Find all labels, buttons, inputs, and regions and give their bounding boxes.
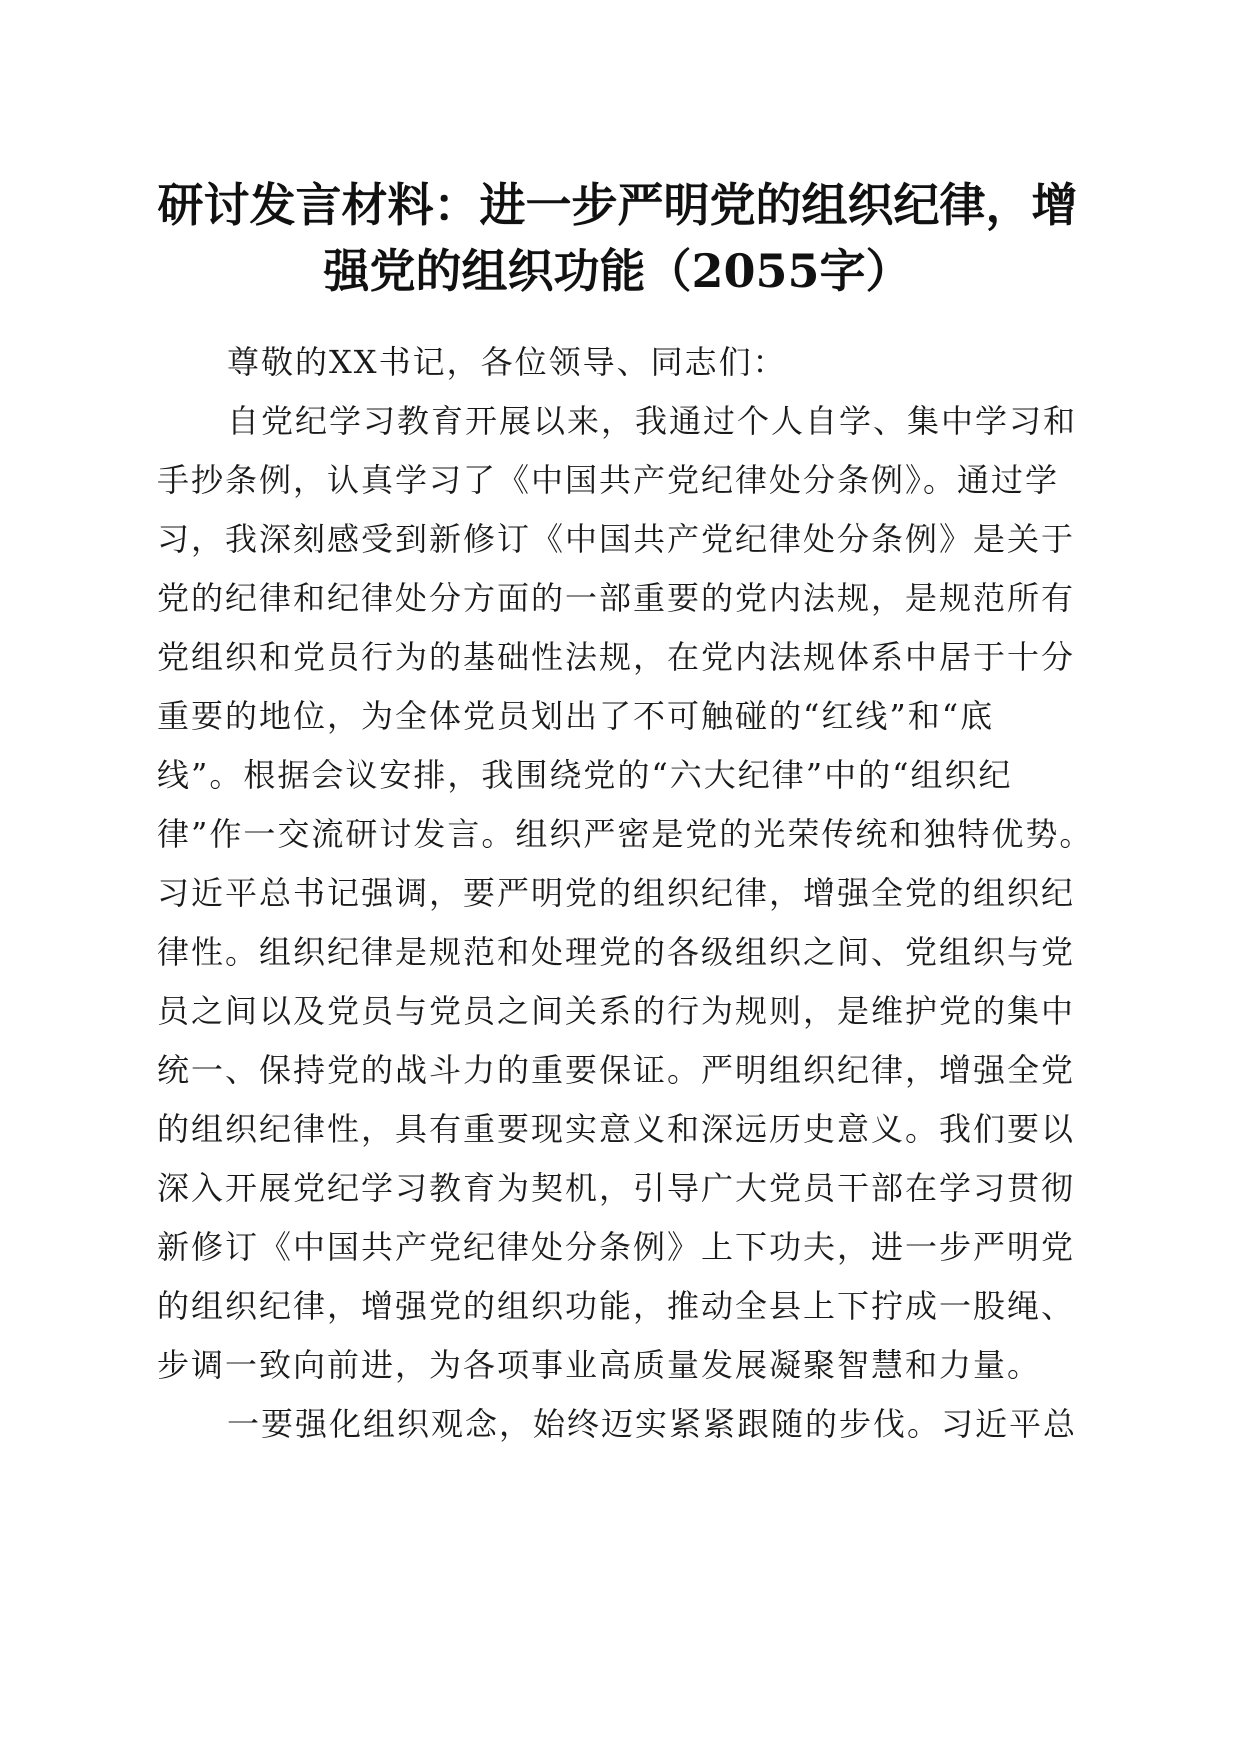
text-line: 线”。根据会议安排，我围绕党的“六大纪律”中的“组织纪	[157, 756, 1013, 794]
document-body	[157, 333, 1094, 1454]
paragraph-1	[157, 392, 1094, 1395]
text-line: 一要强化组织观念，始终迈实紧紧跟随的步伐。习近平总	[227, 1405, 1078, 1443]
text-line: 自党纪学习教育开展以来，我通过个人自学、集中学习和	[227, 402, 1078, 440]
text-line: 重要的地位，为全体党员划出了不可触碰的“红线”和“底	[157, 697, 995, 735]
text-line: 员之间以及党员与党员之间关系的行为规则，是维护党的集中	[157, 992, 1076, 1030]
title-line: 强党的组织功能（2055字）	[323, 244, 912, 298]
text-line: 党组织和党员行为的基础性法规，在党内法规体系中居于十分	[157, 638, 1076, 676]
text-line: 律”作一交流研讨发言。组织严密是党的光荣传统和独特优势。	[157, 815, 1094, 853]
text-line: 手抄条例，认真学习了《中国共产党纪律处分条例》。通过学	[157, 461, 1060, 499]
text-line: 统一、保持党的战斗力的重要保证。严明组织纪律，增强全党	[157, 1051, 1076, 1089]
text-line: 的组织纪律性，具有重要现实意义和深远历史意义。我们要以	[157, 1110, 1076, 1148]
document-title	[150, 172, 1085, 304]
salutation: 尊敬的XX书记，各位领导、同志们：	[227, 343, 787, 381]
text-line: 步调一致向前进，为各项事业高质量发展凝聚智慧和力量。	[157, 1346, 1042, 1384]
title-line: 研讨发言材料：进一步严明党的组织纪律，增	[157, 178, 1078, 232]
text-line: 的组织纪律，增强党的组织功能，推动全县上下拧成一股绳、	[157, 1287, 1076, 1325]
paragraph-2	[157, 1395, 1087, 1454]
text-line: 习，我深刻感受到新修订《中国共产党纪律处分条例》是关于	[157, 520, 1076, 558]
text-line: 党的纪律和纪律处分方面的一部重要的党内法规，是规范所有	[157, 579, 1076, 617]
text-line: 习近平总书记强调，要严明党的组织纪律，增强全党的组织纪	[157, 874, 1076, 912]
text-line: 新修订《中国共产党纪律处分条例》上下功夫，进一步严明党	[157, 1228, 1076, 1266]
text-line: 律性。组织纪律是规范和处理党的各级组织之间、党组织与党	[157, 933, 1076, 971]
text-line: 深入开展党纪学习教育为契机，引导广大党员干部在学习贯彻	[157, 1169, 1076, 1207]
